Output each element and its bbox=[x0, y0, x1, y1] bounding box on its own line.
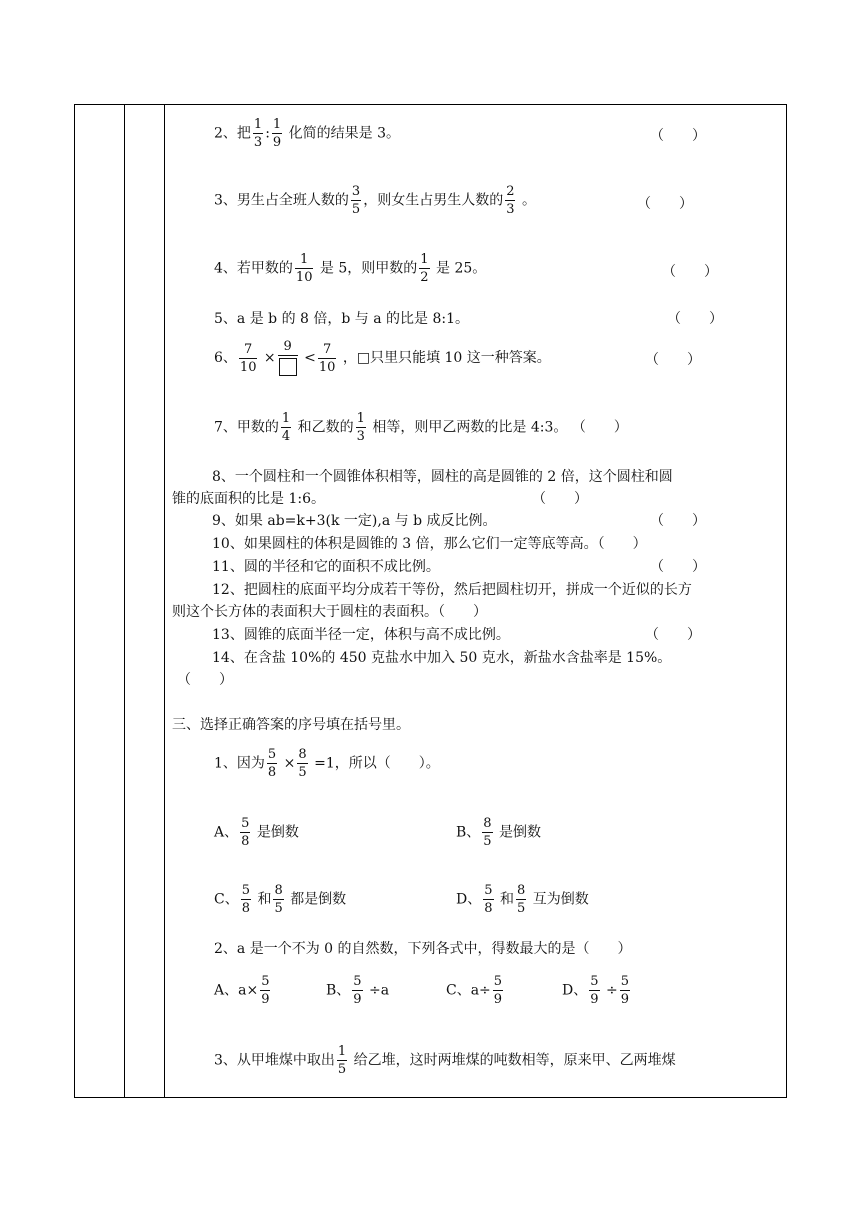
fraction-bar bbox=[356, 427, 366, 428]
fraction bbox=[281, 412, 291, 443]
fraction-denominator: 9 bbox=[353, 992, 362, 1007]
fraction-bar bbox=[620, 990, 630, 991]
fraction-bar bbox=[419, 268, 429, 269]
fraction-numerator: 8 bbox=[516, 883, 526, 898]
fraction-denominator: 4 bbox=[281, 429, 291, 444]
mc-question-3: 3、从甲堆煤中取出 $\frac{1}{5}$ 给乙堆，这时两堆煤的吨数相等，原来甲、乙两堆煤 bbox=[214, 1044, 676, 1077]
fraction bbox=[620, 975, 630, 1006]
fraction-numerator: 1 bbox=[281, 411, 291, 426]
fraction-denominator: 10 bbox=[318, 359, 336, 375]
fraction-with-blank bbox=[278, 340, 298, 376]
fraction-numerator: 7 bbox=[322, 341, 332, 357]
fraction bbox=[482, 817, 492, 848]
fraction-numerator: 5 bbox=[241, 883, 250, 898]
fraction-denominator: 8 bbox=[484, 901, 493, 916]
answer-paren-8[interactable]: （ ） bbox=[532, 491, 588, 507]
fraction-bar bbox=[295, 268, 314, 269]
tf-item-8-line-1: 8、一个圆柱和一个圆锥体积相等，圆柱的高是圆锥的 2 倍，这个圆柱和圆 bbox=[212, 469, 673, 485]
fraction bbox=[295, 253, 314, 284]
fraction-numerator: 5 bbox=[261, 974, 270, 989]
fraction-denominator: 9 bbox=[272, 135, 282, 150]
fraction-denominator: 3 bbox=[506, 202, 515, 217]
mc-question-1: 1、因为 $\frac{5}{8}$ × $\frac{8}{5}$ =1，所以（ ）。 bbox=[214, 747, 440, 780]
fraction-numerator: 5 bbox=[353, 974, 362, 989]
tf-item-7: 7、甲数的 $\frac{1}{4}$ 和乙数的 $\frac{1}{3}$ 相等，则甲乙两数的比是 4:3。 （ ） bbox=[214, 411, 628, 444]
fraction-bar bbox=[281, 427, 291, 428]
fraction bbox=[253, 118, 263, 149]
fraction bbox=[267, 748, 277, 779]
answer-paren-4[interactable]: （ ） bbox=[662, 264, 718, 280]
fraction-denominator: 5 bbox=[274, 901, 283, 916]
fraction-bar bbox=[505, 200, 515, 201]
fraction-bar bbox=[337, 1060, 347, 1061]
fraction bbox=[483, 884, 493, 915]
answer-paren-2[interactable]: （ ） bbox=[650, 128, 706, 144]
fraction bbox=[297, 748, 307, 779]
fraction-denominator bbox=[278, 358, 298, 376]
fraction-bar bbox=[589, 990, 599, 991]
answer-paren-7[interactable]: （ ） bbox=[571, 419, 628, 436]
fraction bbox=[493, 975, 503, 1006]
fraction-numerator: 2 bbox=[506, 184, 515, 199]
fraction bbox=[352, 975, 362, 1006]
fraction bbox=[505, 185, 515, 216]
tf-item-6: 6、 $\frac{7}{10}$ × 9 < $\frac{7}{10}$ ，□只里只能填 10 这一种答案。 bbox=[214, 339, 551, 375]
table-col-divider-2 bbox=[164, 104, 165, 1098]
fraction-numerator: 5 bbox=[241, 816, 250, 831]
answer-paren-14[interactable]: （ ） bbox=[177, 672, 233, 688]
fraction-denominator: 5 bbox=[337, 1062, 347, 1077]
fraction bbox=[241, 884, 251, 915]
fraction-bar bbox=[267, 763, 277, 764]
answer-paren-11[interactable]: （ ） bbox=[650, 559, 706, 575]
q1-option-b[interactable]: B、 $\frac{8}{5}$ 是倒数 bbox=[456, 816, 542, 849]
fraction-denominator: 10 bbox=[239, 359, 257, 375]
fraction-denominator: 5 bbox=[483, 834, 492, 849]
fraction-numerator: 5 bbox=[267, 747, 277, 762]
fraction bbox=[240, 817, 250, 848]
fraction-bar bbox=[272, 133, 282, 134]
fraction-bar bbox=[297, 763, 307, 764]
tf-item-12-line-1: 12、把圆柱的底面平均分成若干等份，然后把圆柱切开，拼成一个近似的长方 bbox=[212, 582, 692, 598]
fraction bbox=[260, 975, 270, 1006]
fraction-bar bbox=[351, 200, 361, 201]
q1-option-d[interactable]: D、 $\frac{5}{8}$ 和 $\frac{8}{5}$ 互为倒数 bbox=[456, 883, 589, 916]
fraction bbox=[318, 343, 337, 374]
tf-item-9: 9、如果 ab=k+3(k 一定),a 与 b 成反比例。 bbox=[212, 513, 497, 529]
fraction-denominator: 8 bbox=[241, 901, 250, 916]
fraction bbox=[419, 253, 429, 284]
fraction-bar bbox=[260, 990, 270, 991]
fraction-bar bbox=[278, 355, 298, 356]
fraction-denominator: 9 bbox=[261, 992, 270, 1007]
tf-item-11: 11、圆的半径和它的面积不成比例。 bbox=[212, 559, 440, 575]
fraction-bar bbox=[516, 899, 526, 900]
table-bottom-border bbox=[74, 1097, 787, 1098]
fraction-numerator: 5 bbox=[484, 883, 493, 898]
q2-option-c[interactable]: C、a÷ $\frac{5}{9}$ bbox=[446, 974, 503, 1007]
fraction-numerator: 5 bbox=[590, 974, 599, 989]
fraction-bar bbox=[318, 358, 337, 359]
fraction-bar bbox=[483, 899, 493, 900]
fraction-bar bbox=[273, 899, 283, 900]
fraction bbox=[516, 884, 526, 915]
fraction-numerator: 1 bbox=[300, 252, 309, 267]
tf-item-12-line-2: 则这个长方体的表面积大于圆柱的表面积。（ ） bbox=[172, 604, 487, 620]
tf-item-8-line-2: 锥的底面积的比是 1:6。 bbox=[172, 491, 325, 507]
fraction-bar bbox=[352, 990, 362, 991]
blank-box-icon bbox=[279, 358, 297, 376]
fraction-numerator: 1 bbox=[356, 411, 365, 426]
q2-option-b[interactable]: B、 $\frac{5}{9}$ ÷a bbox=[326, 974, 390, 1007]
fraction-denominator: 9 bbox=[493, 992, 503, 1007]
table-col-divider-1 bbox=[124, 104, 125, 1098]
fraction-numerator: 5 bbox=[620, 974, 629, 989]
tf-item-14-line-1: 14、在含盐 10%的 450 克盐水中加入 50 克水，新盐水含盐率是 15%。 bbox=[212, 650, 672, 666]
fraction-numerator: 8 bbox=[298, 747, 307, 762]
fraction bbox=[589, 975, 599, 1006]
fraction-denominator: 3 bbox=[356, 429, 365, 444]
fraction-numerator: 3 bbox=[351, 184, 361, 199]
fraction bbox=[272, 118, 282, 149]
fraction-numerator: 9 bbox=[283, 339, 292, 354]
fraction-bar bbox=[253, 133, 263, 134]
fraction-denominator: 5 bbox=[516, 901, 526, 916]
tf-item-13: 13、圆锥的底面半径一定，体积与高不成比例。 bbox=[212, 627, 510, 643]
answer-paren-13[interactable]: （ ） bbox=[645, 627, 701, 643]
fraction-bar bbox=[482, 832, 492, 833]
fraction bbox=[351, 185, 361, 216]
fraction-denominator: 2 bbox=[420, 270, 429, 285]
fraction bbox=[356, 412, 366, 443]
answer-paren-3[interactable]: （ ） bbox=[637, 196, 693, 212]
fraction-numerator: 1 bbox=[272, 117, 282, 132]
fraction-bar bbox=[240, 832, 250, 833]
fraction bbox=[239, 343, 258, 374]
fraction bbox=[337, 1045, 347, 1076]
fraction-bar bbox=[493, 990, 503, 991]
fraction-numerator: 8 bbox=[274, 883, 283, 898]
q2-option-a[interactable]: A、a× $\frac{5}{9}$ bbox=[214, 974, 270, 1007]
fraction-denominator: 3 bbox=[253, 135, 263, 150]
section-3-heading: 三、选择正确答案的序号填在括号里。 bbox=[172, 717, 410, 733]
fraction-denominator: 5 bbox=[351, 202, 361, 217]
answer-paren-9[interactable]: （ ） bbox=[650, 513, 706, 529]
fraction-denominator: 10 bbox=[295, 270, 313, 285]
fraction-denominator: 8 bbox=[267, 765, 277, 780]
fraction-numerator: 7 bbox=[244, 341, 253, 357]
answer-paren-5[interactable]: （ ） bbox=[667, 311, 723, 327]
q1-option-c[interactable]: C、 $\frac{5}{8}$ 和 $\frac{8}{5}$ 都是倒数 bbox=[214, 883, 347, 916]
tf-item-4: 4、若甲数的 $\frac{1}{10}$ 是 5，则甲数的 $\frac{1}{2}$ 是 25。 bbox=[214, 252, 487, 285]
fraction-denominator: 9 bbox=[620, 992, 629, 1007]
mc-question-2: 2、a 是一个不为 0 的自然数，下列各式中，得数最大的是（ ） bbox=[214, 941, 632, 957]
tf-item-10: 10、如果圆柱的体积是圆锥的 3 倍，那么它们一定等底等高。（ ） bbox=[212, 536, 647, 552]
tf-item-5: 5、a 是 b 的 8 倍，b 与 a 的比是 8:1。 bbox=[214, 311, 470, 327]
fraction-numerator: 8 bbox=[483, 816, 492, 831]
fraction-numerator: 5 bbox=[493, 974, 503, 989]
fraction-numerator: 1 bbox=[337, 1044, 347, 1059]
tf-item-2: 2、把 $\frac{1}{3}$ : $\frac{1}{9}$ 化简的结果是 3。 bbox=[214, 117, 401, 150]
answer-paren-6[interactable]: （ ） bbox=[645, 352, 701, 368]
fraction bbox=[273, 884, 283, 915]
table-left-border bbox=[74, 104, 75, 1098]
tf-item-3: 3、男生占全班人数的 $\frac{3}{5}$ ，则女生占男生人数的 $\frac{2}{3}$ 。 bbox=[214, 184, 536, 217]
fraction-denominator: 5 bbox=[298, 765, 307, 780]
table-right-border bbox=[786, 104, 787, 1098]
fraction-denominator: 9 bbox=[590, 992, 599, 1007]
fraction-numerator: 1 bbox=[420, 252, 429, 267]
table-top-border bbox=[74, 104, 787, 105]
answer-paren-10[interactable]: （ ） bbox=[597, 536, 647, 552]
fraction-denominator: 8 bbox=[241, 834, 250, 849]
fraction-bar bbox=[239, 358, 258, 359]
fraction-numerator: 1 bbox=[253, 117, 263, 132]
q1-option-a[interactable]: A、 $\frac{5}{8}$ 是倒数 bbox=[214, 816, 299, 849]
fraction-bar bbox=[241, 899, 251, 900]
q2-option-d[interactable]: D、 $\frac{5}{9}$ ÷ $\frac{5}{9}$ bbox=[562, 974, 629, 1007]
